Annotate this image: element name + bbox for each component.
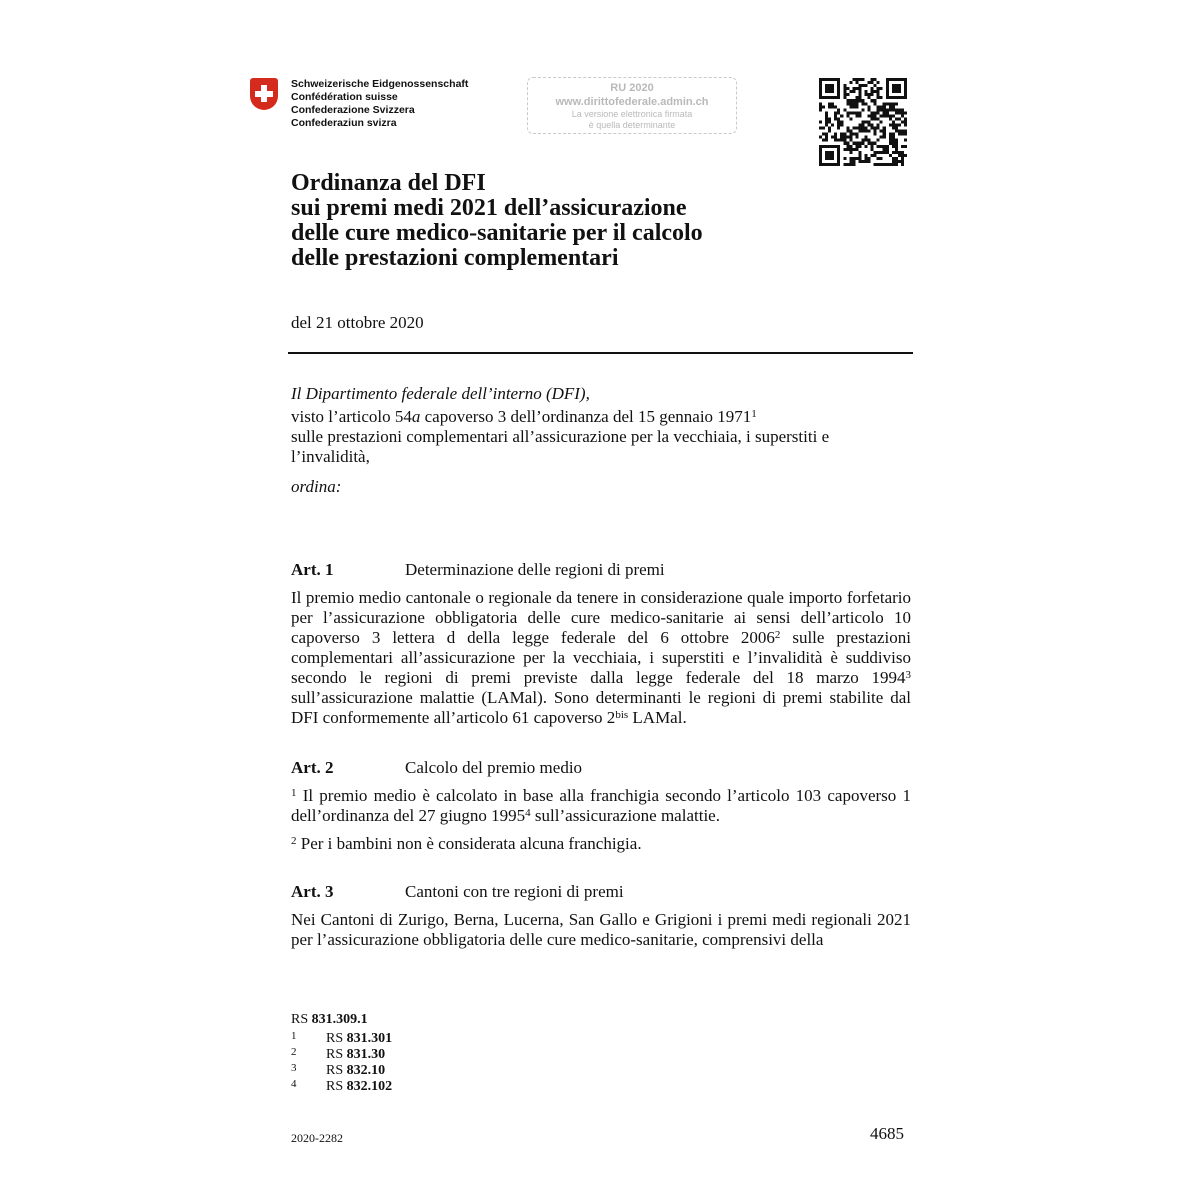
stamp-line-4: è quella determinante bbox=[588, 120, 676, 130]
title-line-2: sui premi medi 2021 dell’assicurazione bbox=[291, 195, 687, 221]
title-line-1: Ordinanza del DFI bbox=[291, 170, 486, 196]
document-code: 2020-2282 bbox=[291, 1131, 343, 1145]
article-3-header bbox=[291, 882, 911, 902]
preamble-authority: Il Dipartimento federale dell’interno (DFI), bbox=[291, 384, 590, 403]
footnote-ref-2[interactable]: 2 bbox=[774, 629, 781, 641]
footnote-rs-main: RS 831.309.1 bbox=[291, 1012, 368, 1027]
preamble-visto: visto l’articolo 54a capoverso 3 dell’ordinanza del 15 gennaio 1971$^1$ sulle prestazioni complementari all’assicurazione per la vecchiaia, i superstiti e l’invalidità, bbox=[291, 407, 830, 466]
footnotes-list: 1 RS 831.301 2 RS 831.30 3 RS 832.10 4 RS 832.102 bbox=[291, 1030, 393, 1094]
article-heading: Determinazione delle regioni di premi bbox=[405, 560, 665, 579]
preamble-ordina: ordina: bbox=[291, 477, 342, 496]
article-1-text: Il premio medio cantonale o regionale da tenere in considerazione quale importo forfetario per l’assicurazione obbligatoria delle cure medico-sanitarie ai sensi dell’articolo 10 capoverso 3 lettera d della legge federale del 6 ottobre 2006$^2$ sulle prestazioni complementari all’assicurazione per la vecchiaia, i superstiti e l’invalidità è suddiviso secondo le regioni di premi previste dalla legge federale del 18 marzo 1994$^3$ sull’assicurazione malattie (LAMal). Sono determinanti le regioni di premi stabilite dal DFI conformemente all’articolo 61 capoverso $2^{bis}$ LAMal. bbox=[291, 588, 911, 727]
document-date: del 21 ottobre 2020 bbox=[291, 313, 424, 332]
article-2-paragraph-1: $^1$ Il premio medio è calcolato in base alla franchigia secondo l’articolo 103 capoverso 1 dell’ordinanza del 27 giugno 1995$^4$ sull’assicurazione malattie. bbox=[291, 786, 911, 825]
confederation-de: Schweizerische Eidgenossenschaft bbox=[291, 78, 469, 90]
article-2-header bbox=[291, 758, 911, 778]
article-heading: Calcolo del premio medio bbox=[405, 758, 583, 777]
article-1-header bbox=[291, 560, 911, 580]
title-divider bbox=[288, 352, 913, 354]
qr-code-icon bbox=[819, 78, 907, 166]
footnote-ref-1[interactable]: 1 bbox=[751, 408, 757, 420]
article-number: Art. 3 bbox=[291, 882, 334, 901]
article-number: Art. 1 bbox=[291, 560, 334, 579]
stamp-line-2: www.dirittofederale.admin.ch bbox=[555, 96, 709, 108]
article-heading: Cantoni con tre regioni di premi bbox=[405, 882, 624, 901]
stamp-line-3: La versione elettronica firmata bbox=[571, 109, 693, 119]
article-number: Art. 2 bbox=[291, 758, 334, 777]
confederation-rm: Confederaziun svizra bbox=[291, 117, 397, 129]
title-line-4: delle prestazioni complementari bbox=[291, 245, 619, 271]
title-line-3: delle cure medico-sanitarie per il calcolo bbox=[291, 220, 703, 246]
footnote-ref-4[interactable]: 4 bbox=[525, 807, 531, 819]
page-number: 4685 bbox=[870, 1124, 904, 1143]
confederation-fr: Confédération suisse bbox=[291, 91, 398, 103]
document-title bbox=[291, 171, 703, 271]
article-2-paragraph-2: $^2$ Per i bambini non è considerata alcuna franchigia. bbox=[291, 834, 642, 853]
confederation-names bbox=[291, 78, 468, 130]
publication-stamp bbox=[527, 77, 737, 134]
article-3-text: Nei Cantoni di Zurigo, Berna, Lucerna, San Gallo e Grigioni i premi medi regionali 2021 per l’assicurazione obbligatoria delle cure medico-sanitarie, comprensivi della bbox=[291, 910, 911, 949]
footnote-ref-3[interactable]: 3 bbox=[905, 669, 911, 681]
stamp-line-1: RU 2020 bbox=[610, 82, 654, 94]
swiss-flag-logo bbox=[250, 78, 278, 110]
confederation-it: Confederazione Svizzera bbox=[291, 104, 415, 116]
